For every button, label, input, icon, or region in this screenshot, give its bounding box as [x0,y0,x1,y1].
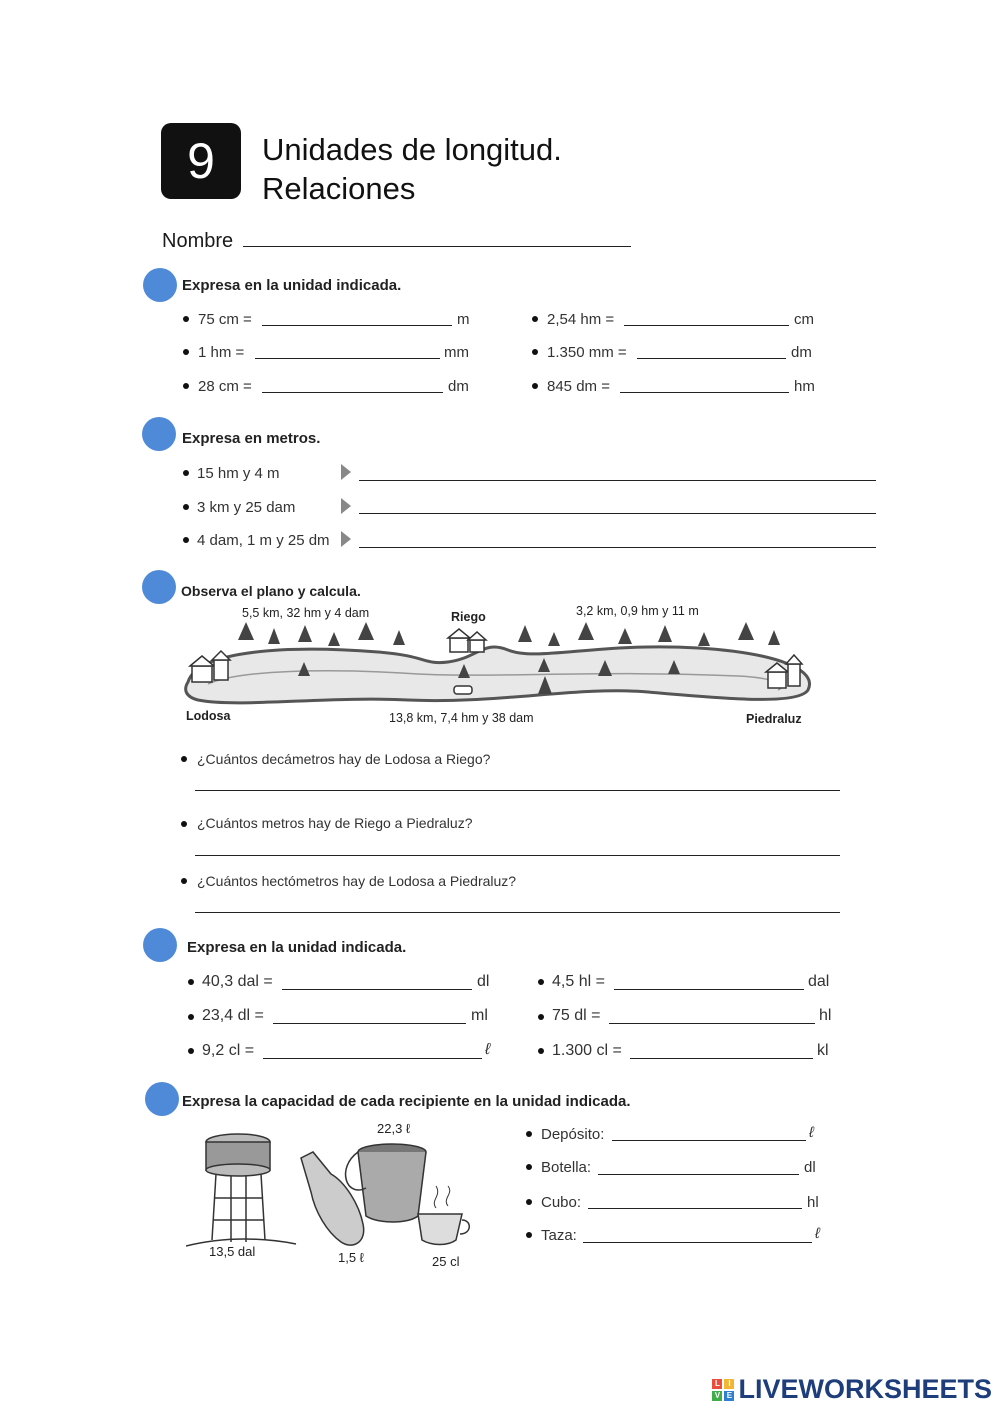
route-map-illustration [178,620,818,712]
exercise-unit: dm [448,378,469,395]
section4-heading: Expresa en la unidad indicada. [187,939,407,956]
question: ¿Cuántos decámetros hay de Lodosa a Riego? [197,751,491,767]
answer-line[interactable] [588,1208,802,1209]
section-marker-5 [145,1082,179,1116]
exercise-expression: 40,3 dal = [202,973,273,990]
answer-line[interactable] [630,1058,813,1059]
answer-line[interactable] [359,547,876,548]
container-label: Depósito: [541,1126,605,1143]
map-label-piedraluz: Piedraluz [746,712,802,726]
car [454,686,472,694]
arrow-icon [341,498,351,514]
container-label: Taza: [541,1227,577,1244]
answer-line[interactable] [195,790,840,791]
exercise-expression: 75 cm = [198,311,252,328]
arrow-icon [341,531,351,547]
answer-line[interactable] [263,1058,482,1059]
answer-line[interactable] [282,989,472,990]
bullet [181,756,187,762]
section-marker-3 [142,570,176,604]
exercise-expression: 9,2 cl = [202,1042,255,1059]
exercise-expression: 1.300 cl = [552,1042,622,1059]
bullet [532,316,538,322]
container-label: Cubo: [541,1194,582,1211]
bullet [526,1164,532,1170]
question: ¿Cuántos hectómetros hay de Lodosa a Piedraluz? [197,873,517,889]
tank-capacity-label: 13,5 dal [209,1244,256,1259]
exercise-expression: 2,54 hm = [547,311,615,328]
bucket-capacity-label: 22,3 ℓ [377,1121,411,1136]
map-distance-lodosa-piedraluz: 13,8 km, 7,4 hm y 38 dam [389,711,534,725]
bullet [538,1014,544,1020]
answer-line[interactable] [262,325,452,326]
answer-line[interactable] [598,1174,799,1175]
exercise-unit: cm [794,311,814,328]
container-unit: hl [807,1194,819,1211]
lodosa-house [192,666,212,682]
bottle-icon [301,1152,364,1245]
bullet [183,537,189,543]
exercise-expression: 1.350 mm = [547,344,627,361]
exercise-unit: dal [808,973,830,990]
answer-line[interactable] [637,358,786,359]
section1-heading: Expresa en la unidad indicada. [182,277,402,294]
bullet [538,979,544,985]
cup-capacity-label: 25 cl [432,1254,460,1269]
section-marker-2 [142,417,176,451]
answer-line[interactable] [195,912,840,913]
answer-line[interactable] [609,1023,815,1024]
section3-heading: Observa el plano y calcula. [181,583,361,599]
bottle-capacity-label: 1,5 ℓ [338,1250,364,1265]
title-line-1: Unidades de longitud. [262,132,562,167]
bullet [526,1131,532,1137]
liveworksheets-logo[interactable] [712,1374,992,1405]
logo-letter: E [724,1391,734,1401]
answer-line[interactable] [583,1242,812,1243]
answer-line[interactable] [195,855,840,856]
logo-letter: I [724,1379,734,1389]
logo-letter: L [712,1379,722,1389]
riego-house [450,638,468,652]
chapter-number: 9 [187,133,215,189]
section2-heading: Expresa en metros. [182,430,321,447]
bullet [183,470,189,476]
exercise-unit: ℓ [485,1041,491,1058]
chapter-number-box [161,123,241,199]
bullet [532,349,538,355]
bullet [538,1048,544,1054]
title-line-2: Relaciones [262,171,416,206]
container-label: Botella: [541,1159,592,1176]
question: ¿Cuántos metros hay de Riego a Piedraluz? [197,815,473,831]
exercise-expression: 4,5 hl = [552,973,605,990]
answer-line[interactable] [612,1140,806,1141]
answer-line[interactable] [273,1023,466,1024]
container-unit: ℓ [815,1225,820,1242]
exercise-unit: m [457,311,470,328]
container-unit: ℓ [809,1124,814,1141]
exercise-unit: kl [817,1042,829,1059]
exercise-expression: 1 hm = [198,344,245,361]
exercise-unit: hl [819,1007,832,1024]
logo-grid-icon [712,1379,734,1401]
exercise-unit: mm [444,344,469,361]
cup-icon [418,1186,469,1245]
bullet [526,1232,532,1238]
map-label-riego: Riego [451,610,486,624]
logo-letter: V [712,1391,722,1401]
map-distance-lodosa-riego: 5,5 km, 32 hm y 4 dam [242,606,370,620]
container-unit: dl [804,1159,816,1176]
arrow-icon [341,464,351,480]
bullet [181,821,187,827]
exercise-expression: 23,4 dl = [202,1007,264,1024]
exercise-unit: ml [471,1007,488,1024]
tank-icon [186,1134,296,1246]
page-title [262,130,562,208]
map-label-lodosa: Lodosa [186,709,231,723]
logo-text: LIVEWORKSHEETS [738,1374,992,1404]
answer-line[interactable] [359,480,876,481]
bullet [183,316,189,322]
exercise-expression: 28 cm = [198,378,252,395]
map-distance-riego-piedraluz: 3,2 km, 0,9 hm y 11 m [576,604,699,618]
bullet [183,383,189,389]
answer-line[interactable] [359,513,876,514]
exercise-expression: 4 dam, 1 m y 25 dm [197,532,330,549]
bullet [183,349,189,355]
exercise-expression: 3 km y 25 dam [197,499,296,516]
exercise-unit: dm [791,344,812,361]
answer-line[interactable] [255,358,440,359]
bullet [188,979,194,985]
piedraluz-house [768,672,786,688]
section5-heading: Expresa la capacidad de cada recipiente en la unidad indicada. [182,1093,631,1110]
bullet [188,1014,194,1020]
exercise-expression: 75 dl = [552,1007,601,1024]
exercise-expression: 15 hm y 4 m [197,465,280,482]
bullet [526,1199,532,1205]
bullet [188,1048,194,1054]
bullet [532,383,538,389]
exercise-unit: hm [794,378,815,395]
answer-line[interactable] [262,392,443,393]
exercise-unit: dl [477,973,490,990]
section-marker-4 [143,928,177,962]
answer-line[interactable] [614,989,804,990]
answer-line[interactable] [624,325,789,326]
bullet [181,878,187,884]
exercise-expression: 845 dm = [547,378,610,395]
containers-illustration [186,1128,476,1253]
answer-line[interactable] [620,392,789,393]
name-input-line[interactable] [243,246,631,247]
name-label: Nombre [162,230,234,252]
section-marker-1 [143,268,177,302]
bullet [183,504,189,510]
